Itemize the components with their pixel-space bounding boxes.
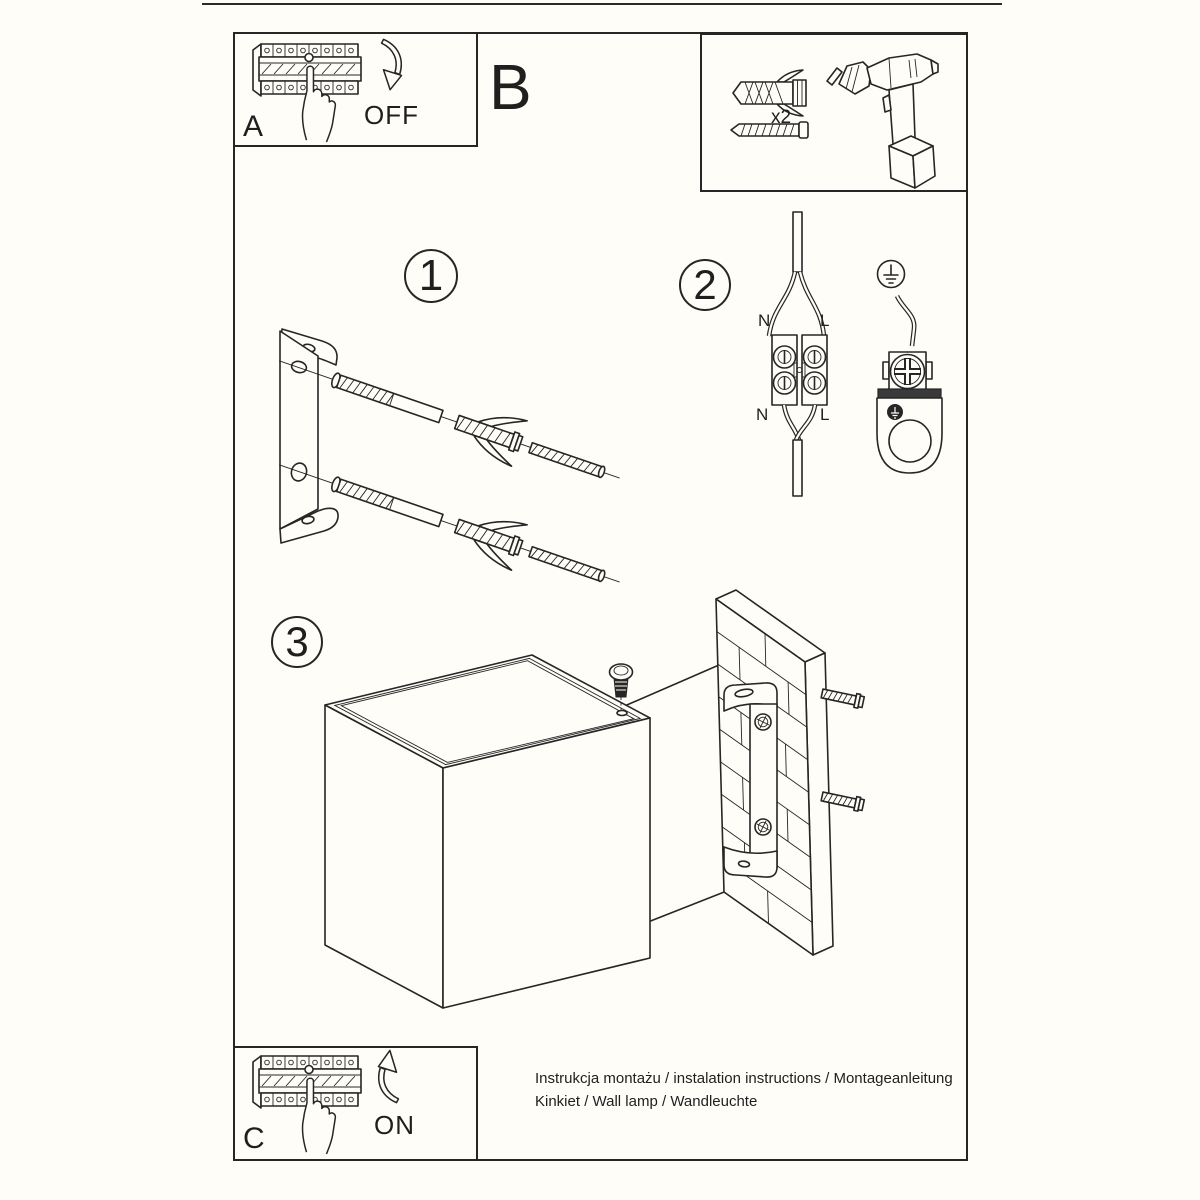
ground-wire-icon [897, 296, 914, 346]
drill-icon [827, 54, 938, 188]
lamp-ground-mount-icon [877, 389, 942, 473]
terminal-block-icon [772, 335, 830, 496]
step-2-drawing [745, 205, 950, 505]
terminal-n-top-label: N [758, 311, 771, 330]
parts-box-icons [701, 34, 967, 191]
mounting-bracket-icon [280, 329, 338, 543]
arrow-down-icon [374, 36, 412, 94]
step-2-number: 2 [693, 261, 717, 308]
power-cable-icon [769, 212, 824, 336]
on-label: ON [374, 1110, 415, 1140]
screw-icon [731, 122, 808, 138]
step-1-drawing [260, 315, 640, 615]
terminal-l-bottom-label: L [820, 405, 830, 424]
screw-anchor-assembly-icon [271, 338, 627, 501]
step-1-badge [404, 249, 458, 303]
step-3-number: 3 [285, 618, 309, 665]
step-1-number: 1 [418, 251, 444, 300]
pointing-hand-icon [284, 62, 342, 142]
panel-a-label: A [243, 110, 264, 143]
step-3-drawing [280, 585, 900, 1030]
wall-plug-icon [733, 70, 806, 116]
ground-terminal-icon [883, 352, 932, 391]
footer-line-1: Instrukcja montażu / instalation instructions / Montageanleitung [535, 1070, 953, 1087]
arrow-up-icon [368, 1048, 406, 1106]
top-edge-line [202, 3, 1002, 5]
ground-symbol-icon [878, 261, 905, 288]
pointing-hand-icon [284, 1074, 342, 1154]
off-label: OFF [364, 100, 419, 130]
quantity-label: x2 [771, 107, 792, 128]
cube-lamp-icon [325, 655, 650, 1008]
footer-line-2: Kinkiet / Wall lamp / Wandleuchte [535, 1093, 758, 1110]
step-b-label: B [489, 51, 532, 123]
panel-c-label: C [243, 1122, 265, 1155]
step-2-badge [679, 259, 731, 311]
terminal-n-bottom-label: N [756, 405, 769, 424]
terminal-l-top-label: L [820, 311, 830, 330]
